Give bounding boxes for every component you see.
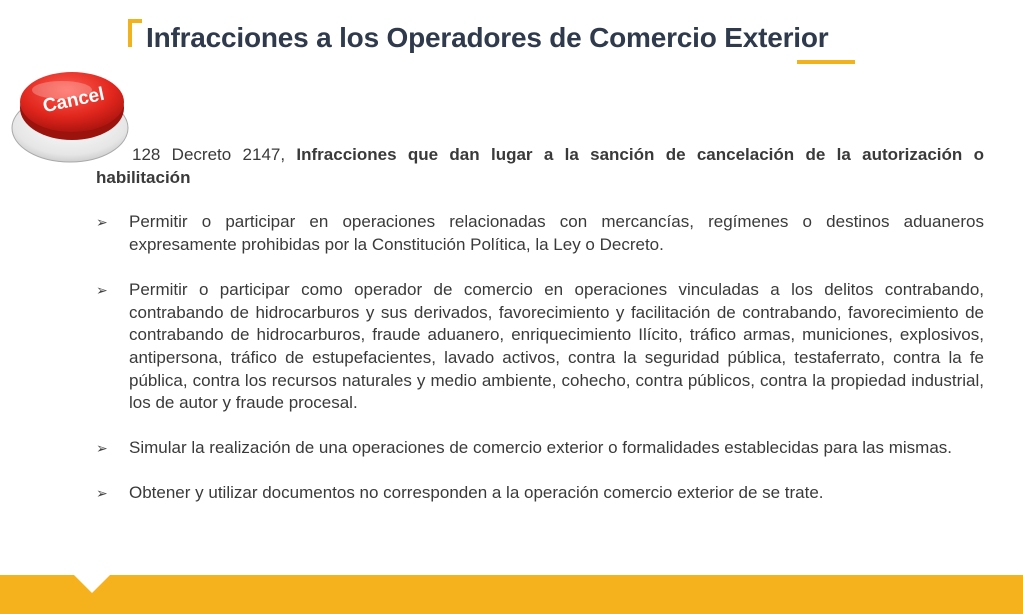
- slide-body: [96, 144, 984, 526]
- list-item: [96, 482, 984, 505]
- footer-notch: [74, 575, 110, 593]
- list-item-text: Obtener y utilizar documentos no corresponden a la operación comercio exterior de se trate.: [129, 482, 824, 502]
- list-item: [96, 279, 984, 415]
- arrow-bullet-icon: ➢: [96, 484, 108, 501]
- list-item-text: Permitir o participar como operador de comercio en operaciones vinculadas a los delitos contrabando, contrabando de hidrocarburos y sus derivados, favorecimiento y facilitación de contrabando, favorecimiento de contrabando de hidrocarburos, fraude aduanero, enriquecimiento Ilícito, tráfico armas, municiones, explosivos, antipersona, tráfico de estupefacientes, lavado activos, contra la seguridad pública, testaferrato, contra la fe pública, contra los recursos naturales y medio ambiente, cohecho, contra públicos, contra la propiedad industrial, los de autor y fraude procesal.: [129, 279, 984, 413]
- list-item-text: Permitir o participar en operaciones relacionadas con mercancías, regímenes o destinos aduaneros expresamente prohibidas por la Constitución Política, la Ley o Decreto.: [129, 212, 984, 255]
- intro-paragraph: [96, 144, 984, 189]
- intro-lead: 128 Decreto 2147,: [132, 145, 297, 164]
- list-item-text: Simular la realización de una operaciones de comercio exterior o formalidades establecidas para las mismas.: [129, 438, 953, 458]
- list-item: [96, 211, 984, 256]
- intro-bold-text: Infracciones que dan lugar a la sanción de cancelación de la autorización o habilitación: [96, 145, 984, 187]
- title-underline-accent: [797, 60, 855, 64]
- bullet-list: [96, 211, 984, 504]
- arrow-bullet-icon: ➢: [96, 440, 108, 457]
- arrow-bullet-icon: ➢: [96, 214, 108, 231]
- title-corner-accent-vertical: [128, 19, 132, 47]
- arrow-bullet-icon: ➢: [96, 281, 108, 298]
- footer-bar: [0, 575, 1023, 614]
- list-item: [96, 437, 984, 460]
- cancel-button-label: Cancel: [41, 83, 107, 118]
- page-title: Infracciones a los Operadores de Comercio Exterior: [146, 22, 829, 53]
